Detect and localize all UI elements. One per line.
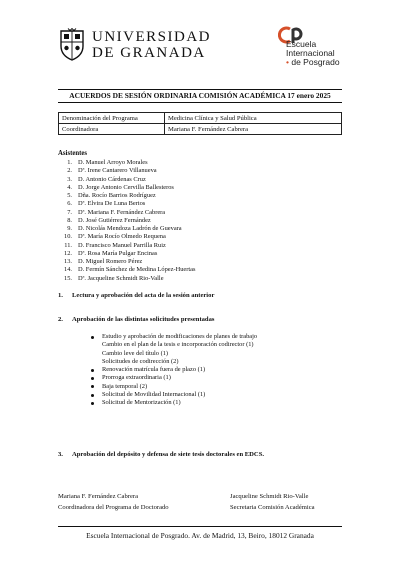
list-item [58,192,195,200]
section-title: Aprobación de las distintas solicitudes presentadas [72,316,215,323]
list-item-text: Prorroga extraordinaria (1) [102,374,171,382]
list-item-name: Dª. Irene Cantarero Villanueva [78,167,157,175]
list-item-name: D. Francisco Manuel Parrilla Ruiz [78,241,166,249]
list-item-number: 8. [67,216,72,224]
signature-name: Mariana F. Fernández Cabrera [58,493,139,500]
signature-name: Jacqueline Schmidt Rio-Valle [230,493,309,500]
signature-secretary [230,491,315,513]
school-name-line3: de Posgrado [291,57,340,67]
bullet-icon [91,402,94,405]
list-item [58,275,195,283]
list-item [58,250,195,258]
section-title: Aprobación del depósito y defensa de siete tesis doctorales en EDCS. [72,451,265,458]
bullet-icon [91,369,94,372]
list-item [58,200,195,208]
list-item [58,217,195,225]
list-item-text: Solicitud de Mentorización (1) [102,399,181,407]
list-item-text: Renovación matrícula fuera de plazo (1) [102,366,206,374]
list-item-number: 10. [64,233,72,241]
list-item-text: Estudio y aprobación de modificaciones de planes de trabajo [102,333,258,340]
list-item [58,184,195,192]
title-rule-top [58,89,342,90]
list-item [58,242,195,250]
bullet-icon [91,394,94,397]
list-item-name: D. Manuel Arroyo Morales [78,159,148,166]
section-heading-1 [58,292,214,299]
list-item-name: Dª. Elvira De Luna Bertos [78,200,146,208]
list-item-number: 11. [64,241,72,249]
list-item [90,374,257,382]
signature-role: Secretaria Comisión Académica [230,504,315,511]
table-cell-key: Coordinadora [59,124,165,135]
attendees-heading: Asistentes [58,150,88,157]
list-item-name: D. Jorge Antonio Cervilla Ballesteros [78,183,174,191]
list-item-number: 13. [64,258,72,265]
list-item [90,358,257,366]
footer-rule [58,526,342,527]
bullet-icon [91,377,94,380]
list-item [58,233,195,241]
list-item-number: 7. [67,208,72,216]
list-item [58,167,195,175]
table-row [59,113,342,124]
list-item-text: Solicitudes de codirección (2) [102,357,179,365]
list-item-name: Dª. María Rocío Olmedo Requena [78,233,166,241]
list-item [90,333,257,341]
list-item [90,366,257,374]
list-item-number: 1. [67,159,72,166]
section-number: 3. [58,451,63,458]
table-row [59,124,342,135]
list-item-name: D. Nicolás Mendoza Ladrón de Guevara [78,225,182,232]
list-item [58,159,195,167]
list-item [90,391,257,399]
list-item [90,383,257,391]
list-item-number: 4. [67,183,72,191]
school-name-line2: Internacional [286,48,335,58]
list-item [90,399,257,407]
section-title: Lectura y aprobación del acta de la sesión anterior [72,292,215,299]
requests-list [90,333,257,408]
list-item [90,350,257,358]
list-item-text: Cambio leve del título (1) [102,349,169,357]
school-logo-dot: • [286,57,289,67]
university-name-line2: DE GRANADA [92,44,206,61]
list-item-number: 14. [64,266,72,274]
section-number: 1. [58,292,63,299]
school-name-line1: Escuela [286,39,317,49]
section-heading-3 [58,451,264,458]
document-title: ACUERDOS DE SESIÓN ORDINARIA COMISIÓN ACADÉMICA 17 enero 2025 [69,91,331,100]
attendees-list [58,159,195,283]
list-item-text: Baja temporal (2) [102,382,148,390]
list-item [58,266,195,274]
program-info-table [58,112,342,135]
footer-address: Escuela Internacional de Posgrado. Av. de Madrid, 13, Beiro, 18012 Granada [86,531,314,540]
list-item-number: 15. [64,274,72,282]
university-logo [58,28,211,62]
list-item-name: D. Fermín Sánchez de Medina López-Huertas [78,266,196,274]
list-item-number: 6. [67,200,72,208]
list-item-text: Cambio en el plan de la tesis e incorporación codirector (1) [102,341,254,349]
section-heading-2 [58,316,214,323]
list-item-name: Dª. Mariana F. Fernández Cabrera [78,208,166,216]
list-item [58,176,195,184]
university-name-line1: UNIVERSIDAD [92,28,211,45]
list-item-number: 5. [67,192,72,199]
signature-coordinator [58,491,169,513]
list-item-number: 9. [67,225,72,232]
title-rule-bottom [58,102,342,103]
list-item-number: 3. [67,175,72,183]
table-cell-value: Mariana F. Fernández Cabrera [165,124,342,135]
list-item-name: D. José Gutiérrez Fernández [78,216,151,224]
university-crest-icon [58,28,86,62]
table-cell-value: Medicina Clínica y Salud Pública [165,113,342,124]
list-item-name: Dª. Jacqueline Schmidt Rio-Valle [78,274,164,282]
list-item-name: D. Antonio Cárdenas Cruz [78,175,146,183]
list-item-name: Dª. Rosa María Pulgar Encinas [78,249,158,257]
school-logo [272,26,352,66]
bullet-icon [91,336,94,339]
list-item [58,209,195,217]
table-cell-key: Denominación del Programa [59,113,165,124]
list-item-number: 12. [64,249,72,257]
bullet-icon [91,385,94,388]
list-item-text: Solicitud de Movilidad Internacional (1) [102,391,206,399]
list-item-number: 2. [67,167,72,175]
signature-role: Coordinadora del Programa de Doctorado [58,504,169,511]
list-item [58,225,195,233]
list-item [58,258,195,266]
list-item-name: D. Miguel Romero Pérez [78,258,143,265]
section-number: 2. [58,316,63,323]
list-item-name: Dña. Rocío Barrios Rodríguez [78,192,156,199]
list-item [90,341,257,349]
